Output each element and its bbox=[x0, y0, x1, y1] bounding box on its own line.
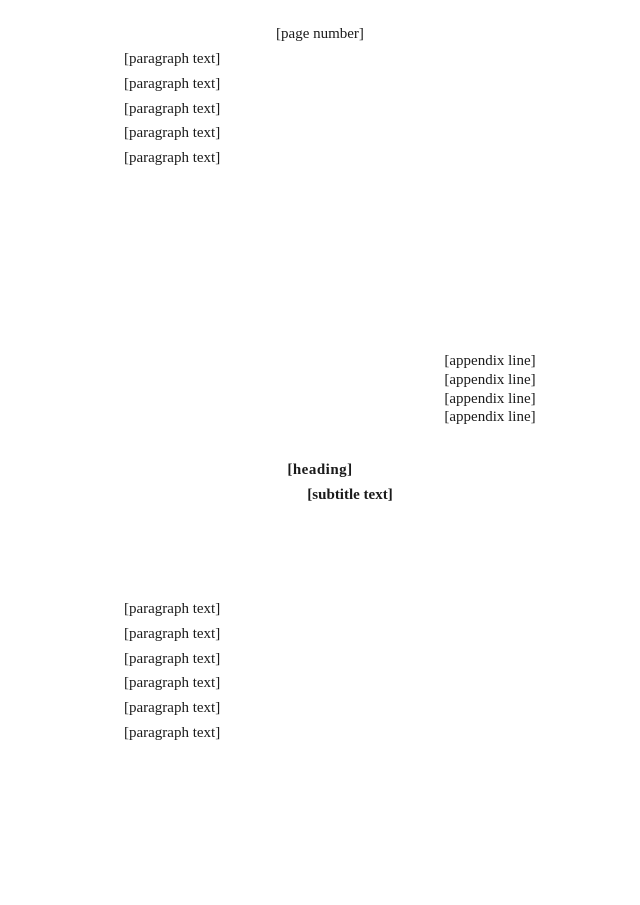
paragraph: [paragraph text] bbox=[124, 75, 221, 92]
appendix-line-3: [appendix line] bbox=[444, 390, 536, 407]
document-heading: [heading] bbox=[287, 462, 353, 478]
page-number: [page number] bbox=[276, 26, 364, 42]
document-subtitle: [subtitle text] bbox=[307, 487, 393, 503]
paragraph: [paragraph text] bbox=[124, 601, 221, 617]
appendix-line-4: [appendix line] bbox=[444, 409, 536, 426]
appendix-line-2: [appendix line] bbox=[444, 371, 536, 388]
paragraph: [paragraph text] bbox=[124, 650, 221, 667]
bottom-text-block bbox=[90, 600, 610, 749]
paragraph: [paragraph text] bbox=[124, 150, 221, 166]
paragraph: [paragraph text] bbox=[124, 625, 221, 642]
paragraph: [paragraph text] bbox=[124, 675, 221, 692]
paragraph: [paragraph text] bbox=[124, 125, 221, 142]
paragraph: [paragraph text] bbox=[124, 100, 221, 117]
top-text-block bbox=[90, 50, 610, 174]
appendix-line-1: [appendix line] bbox=[444, 353, 536, 369]
appendix-reference bbox=[380, 352, 600, 427]
paragraph: [paragraph text] bbox=[124, 724, 221, 741]
paragraph: [paragraph text] bbox=[124, 700, 221, 716]
paragraph: [paragraph text] bbox=[124, 51, 221, 67]
